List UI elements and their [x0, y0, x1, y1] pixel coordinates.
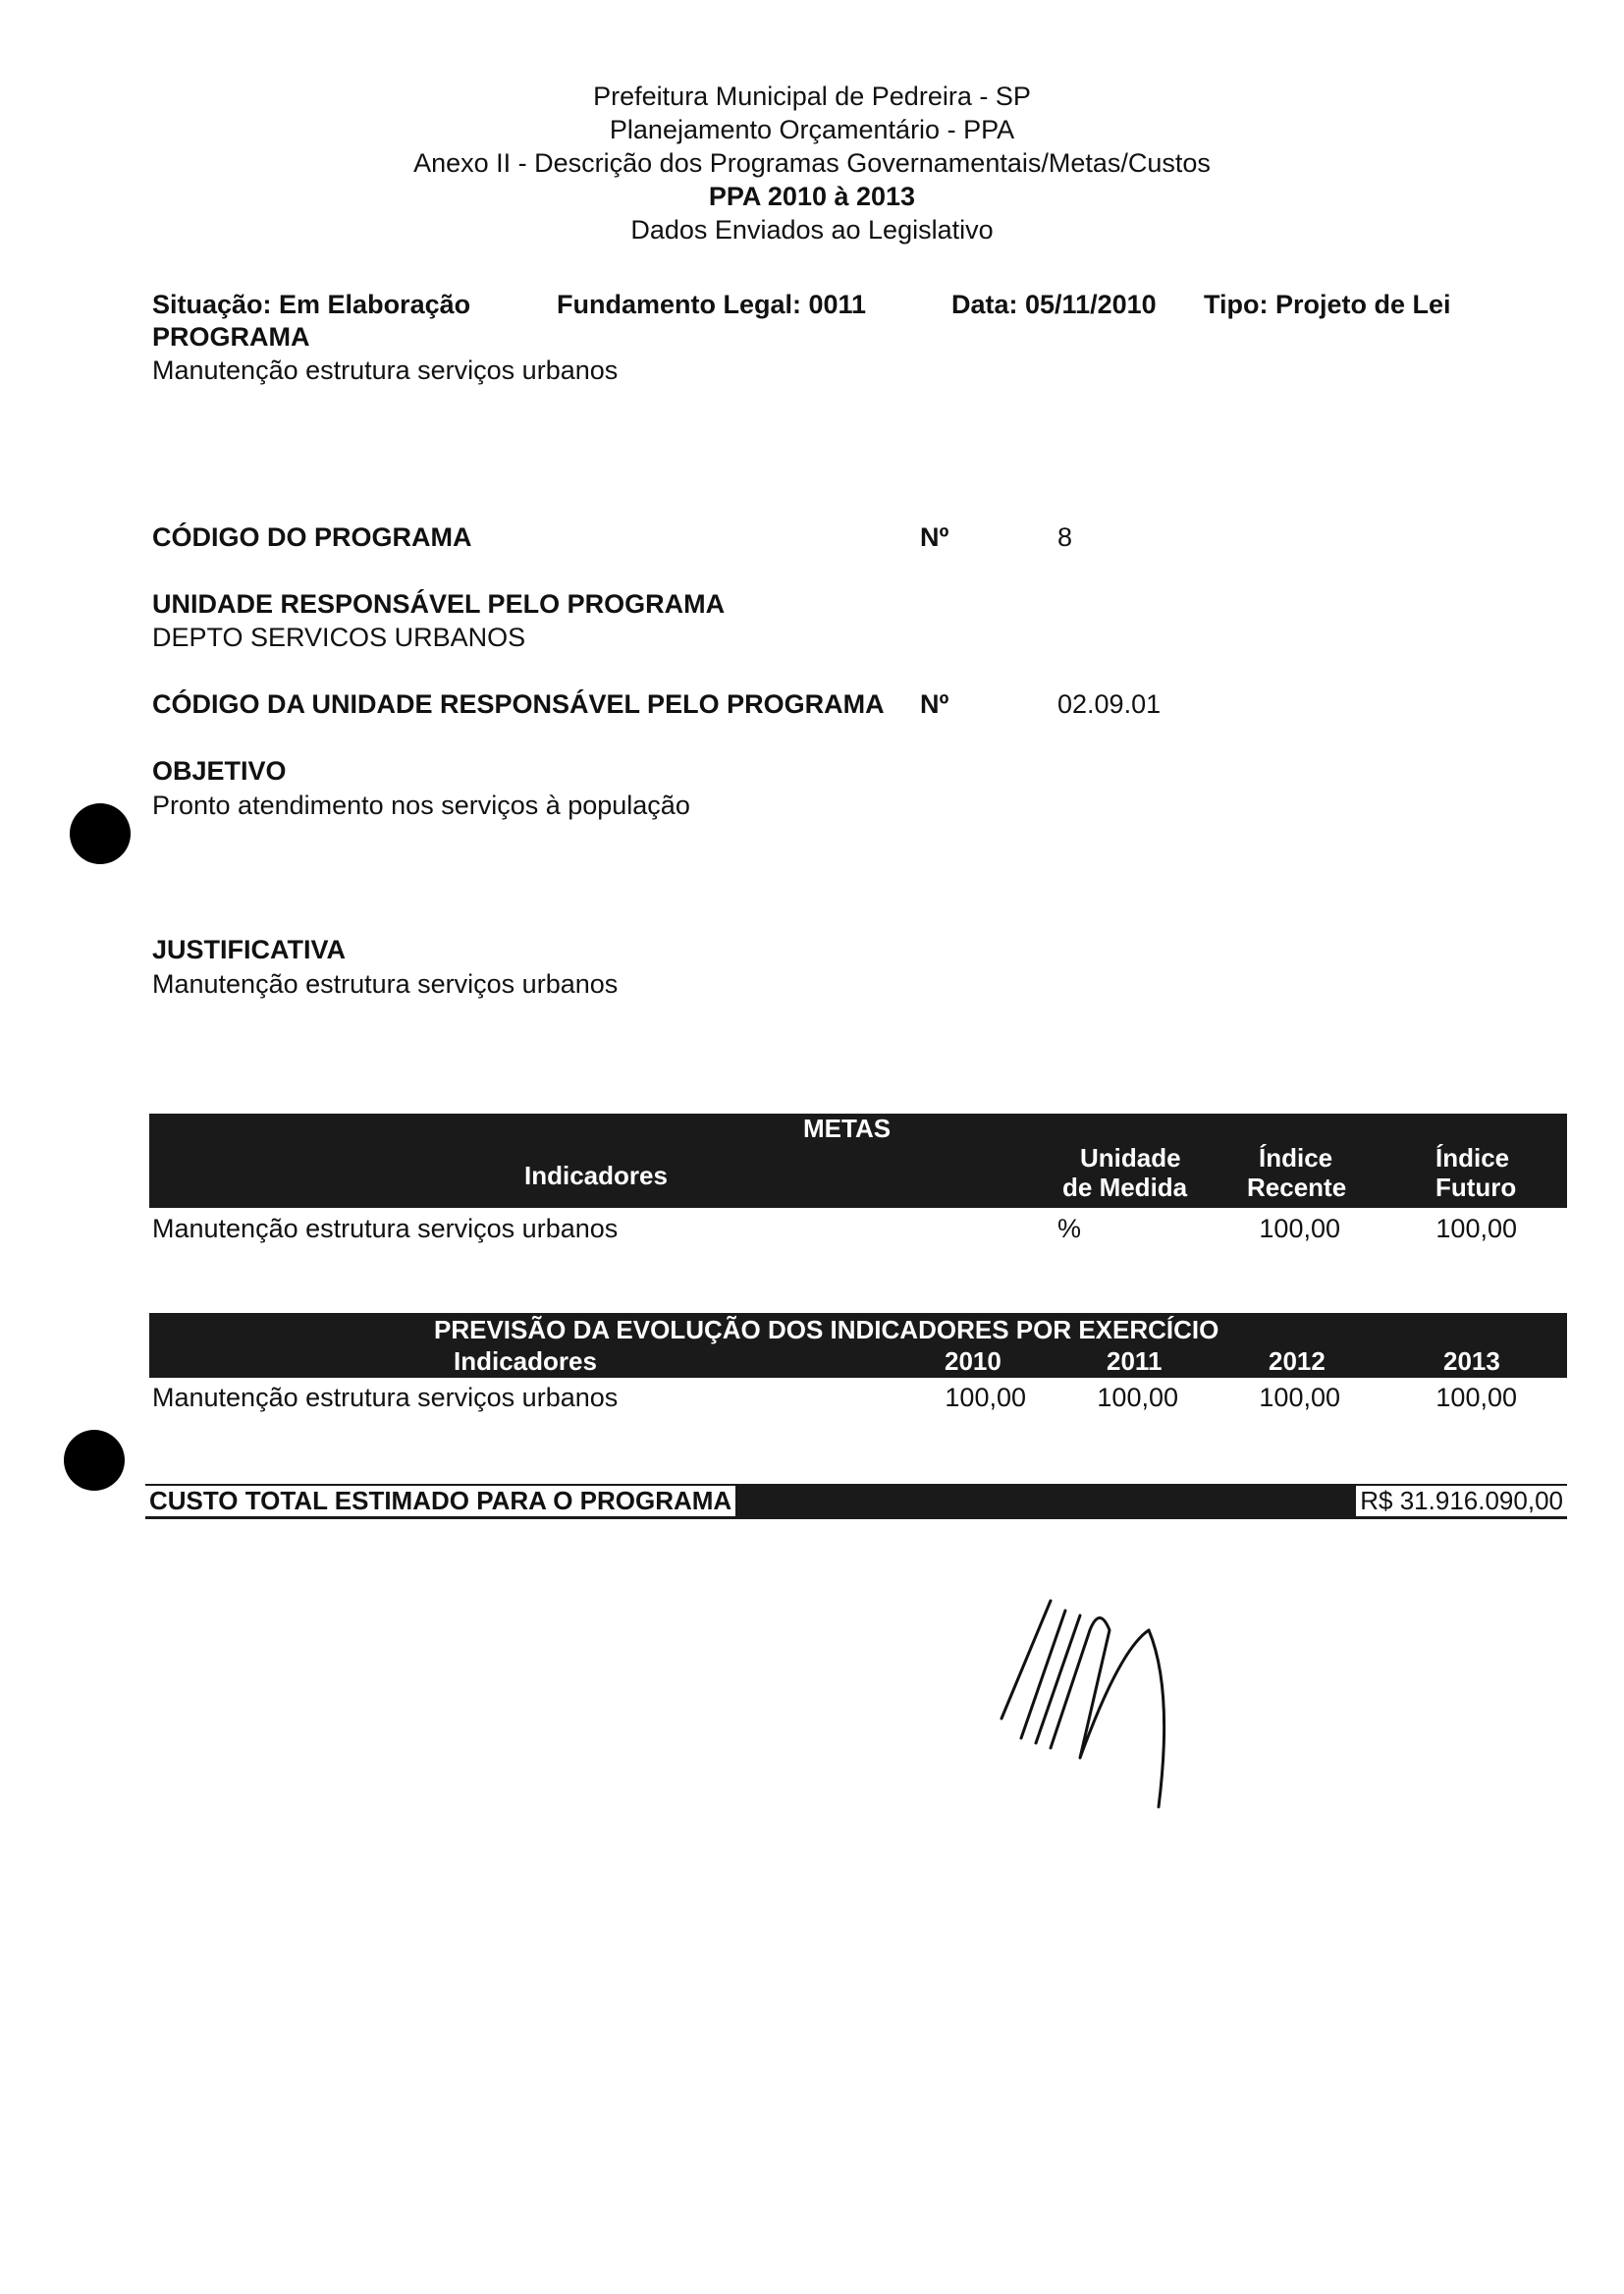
metas-col-recente-2: Recente — [1247, 1173, 1347, 1202]
header-ppa: PPA 2010 à 2013 — [708, 182, 916, 211]
header-anexo: Anexo II - Descrição dos Programas Governamentais/Metas/Custos — [413, 148, 1211, 178]
previsao-col-2013: 2013 — [1443, 1346, 1500, 1376]
codigo-unidade-label: CÓDIGO DA UNIDADE RESPONSÁVEL PELO PROGRAMA — [152, 689, 885, 719]
metas-header-bar — [149, 1114, 1567, 1208]
unidade-value: DEPTO SERVICOS URBANOS — [152, 623, 526, 652]
justificativa-value: Manutenção estrutura serviços urbanos — [152, 969, 619, 999]
previsao-col-2010: 2010 — [945, 1346, 1001, 1376]
metas-col-futuro-1: Índice — [1435, 1143, 1510, 1173]
previsao-col-indicadores: Indicadores — [454, 1346, 597, 1376]
programa-label: PROGRAMA — [152, 322, 310, 352]
signature-mark — [982, 1571, 1198, 1817]
codigo-unidade-value: 02.09.01 — [1057, 689, 1162, 719]
objetivo-value: Pronto atendimento nos serviços à população — [152, 791, 690, 820]
metas-row-recente: 100,00 — [1259, 1214, 1340, 1243]
custo-bar — [145, 1484, 1567, 1519]
data: Data: 05/11/2010 — [951, 290, 1157, 319]
metas-row-unidade: % — [1057, 1214, 1082, 1243]
previsao-col-2012: 2012 — [1269, 1346, 1326, 1376]
objetivo-label: OBJETIVO — [152, 756, 287, 786]
previsao-row-2013: 100,00 — [1435, 1383, 1517, 1412]
situacao: Situação: Em Elaboração — [152, 290, 471, 319]
metas-col-recente-1: Índice — [1259, 1143, 1333, 1173]
tipo: Tipo: Projeto de Lei — [1204, 290, 1451, 319]
metas-col-unidade-2: de Medida — [1062, 1173, 1188, 1202]
previsao-col-2011: 2011 — [1107, 1346, 1163, 1376]
metas-col-unidade-1: Unidade — [1080, 1143, 1181, 1173]
metas-col-indicadores: Indicadores — [524, 1161, 668, 1190]
programa-value: Manutenção estrutura serviços urbanos — [152, 355, 619, 385]
header-dados: Dados Enviados ao Legislativo — [630, 215, 994, 245]
custo-label: CUSTO TOTAL ESTIMADO PARA O PROGRAMA — [145, 1486, 735, 1516]
codigo-programa-label: CÓDIGO DO PROGRAMA — [152, 522, 472, 552]
fundamento-legal: Fundamento Legal: 0011 — [557, 290, 867, 319]
metas-row-indicador: Manutenção estrutura serviços urbanos — [152, 1214, 619, 1243]
punch-hole-top — [70, 803, 131, 864]
codigo-unidade-n-label: Nº — [920, 689, 949, 719]
header-prefeitura: Prefeitura Municipal de Pedreira - SP — [593, 82, 1031, 111]
previsao-title: PREVISÃO DA EVOLUÇÃO DOS INDICADORES POR EXERCÍCIO — [434, 1315, 1219, 1344]
previsao-row-2011: 100,00 — [1097, 1383, 1178, 1412]
metas-title: METAS — [803, 1114, 892, 1143]
previsao-row-2010: 100,00 — [945, 1383, 1026, 1412]
codigo-programa-value: 8 — [1057, 522, 1073, 552]
metas-col-futuro-2: Futuro — [1435, 1173, 1517, 1202]
codigo-programa-n-label: Nº — [920, 522, 949, 552]
custo-value: R$ 31.916.090,00 — [1356, 1486, 1567, 1516]
previsao-row-indicador: Manutenção estrutura serviços urbanos — [152, 1383, 619, 1412]
punch-hole-bottom — [64, 1430, 125, 1491]
previsao-row-2012: 100,00 — [1259, 1383, 1340, 1412]
header-planejamento: Planejamento Orçamentário - PPA — [609, 115, 1015, 144]
justificativa-label: JUSTIFICATIVA — [152, 935, 347, 964]
unidade-label: UNIDADE RESPONSÁVEL PELO PROGRAMA — [152, 589, 726, 619]
previsao-header-bar — [149, 1313, 1567, 1378]
metas-row-futuro: 100,00 — [1435, 1214, 1517, 1243]
